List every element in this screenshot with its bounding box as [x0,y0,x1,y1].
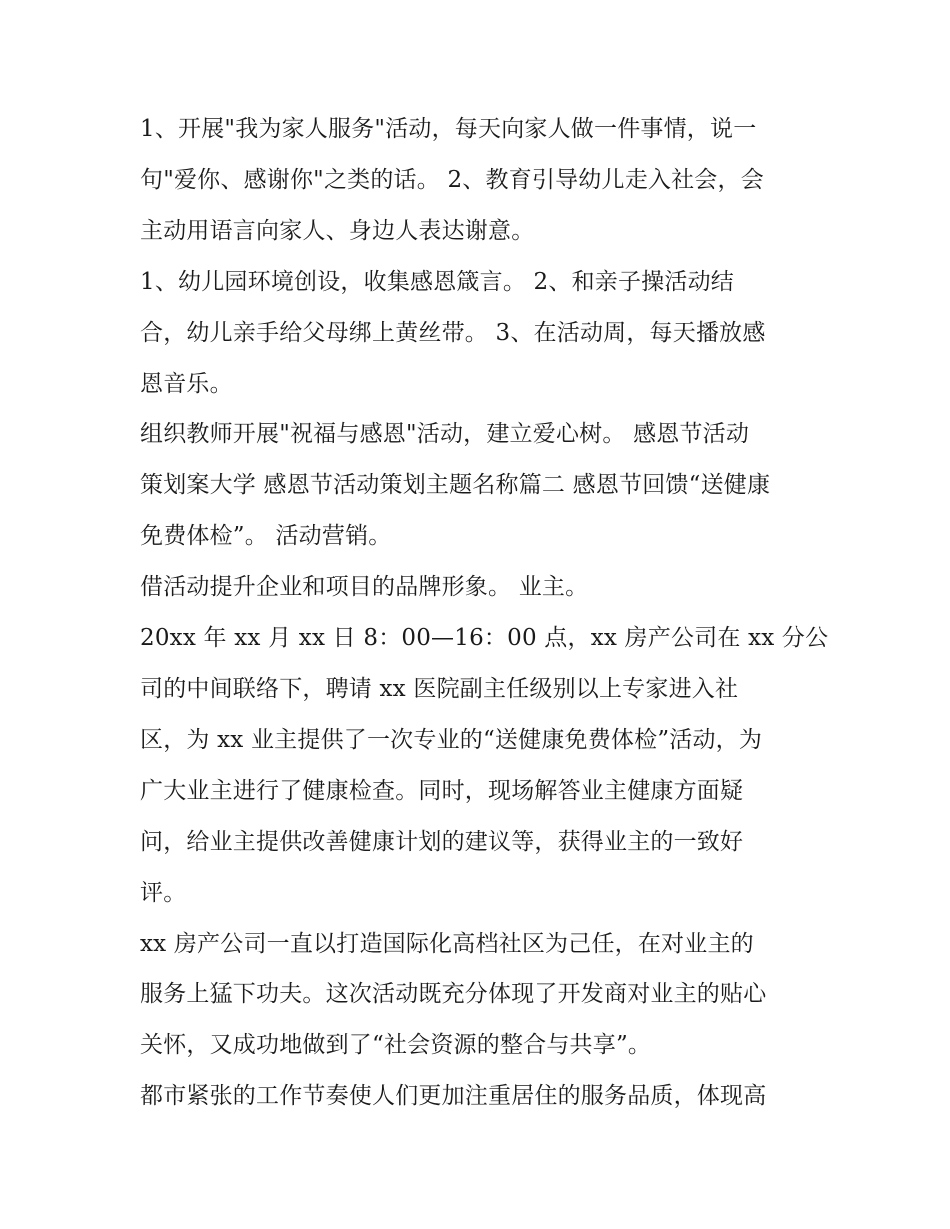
text-line: 1、开展"我为家人服务"活动，每天向家人做一件事情，说一 [140,116,757,142]
paragraph-brand-image [140,562,820,613]
text-line: 区，为 xx 业主提供了一次专业的“送健康免费体检”活动，为 [140,726,763,753]
text-line: xx 房产公司一直以打造国际化高档社区为己任，在对业主的 [140,930,754,957]
text-line: 广大业主进行了健康检查。同时，现场解答业主健康方面疑 [140,777,744,804]
text-line: 1、幼儿园环境创设，收集感恩箴言。 2、和亲子操活动结 [140,268,734,295]
text-line: 借活动提升企业和项目的品牌形象。 业主。 [140,574,589,601]
paragraph-teacher-activity [140,409,820,562]
text-line: 主动用语言向家人、身边人表达谢意。 [140,217,535,244]
text-line: 策划案大学 感恩节活动策划主题名称篇二 感恩节回馈“送健康 [140,472,771,499]
text-line: 20xx 年 xx 月 xx 日 8：00—16：00 点，xx 房产公司在 xx 分公 [140,625,829,652]
paragraph-company-service [140,919,820,1072]
text-line: 组织教师开展"祝福与感恩"活动，建立爱心树。 感恩节活动 [140,421,750,448]
text-line: 合，幼儿亲手给父母绑上黄丝带。 3、在活动周，每天播放感 [140,319,766,346]
paragraph-kindergarten-setup [140,257,820,410]
text-line: 恩音乐。 [140,370,233,397]
text-line: 服务上猛下功夫。这次活动既充分体现了开发商对业主的贴心 [140,981,767,1008]
paragraph-activities-family [140,104,820,257]
text-line: 司的中间联络下，聘请 xx 医院副主任级别以上专家进入社 [140,675,739,702]
text-line: 问，给业主提供改善健康计划的建议等，获得业主的一致好 [140,828,744,855]
text-line: 都市紧张的工作节奏使人们更加注重居住的服务品质，体现高 [140,1083,767,1110]
text-line: 关怀，又成功地做到了“社会资源的整合与共享”。 [140,1032,652,1059]
text-line: 评。 [140,879,187,906]
paragraph-health-checkup [140,613,829,918]
text-line: 句"爱你、感谢你"之类的话。 2、教育引导幼儿走入社会，会 [140,166,764,193]
document-body [140,104,829,1122]
text-line: 免费体检”。 活动营销。 [140,523,392,550]
paragraph-urban-lifestyle [140,1071,820,1122]
